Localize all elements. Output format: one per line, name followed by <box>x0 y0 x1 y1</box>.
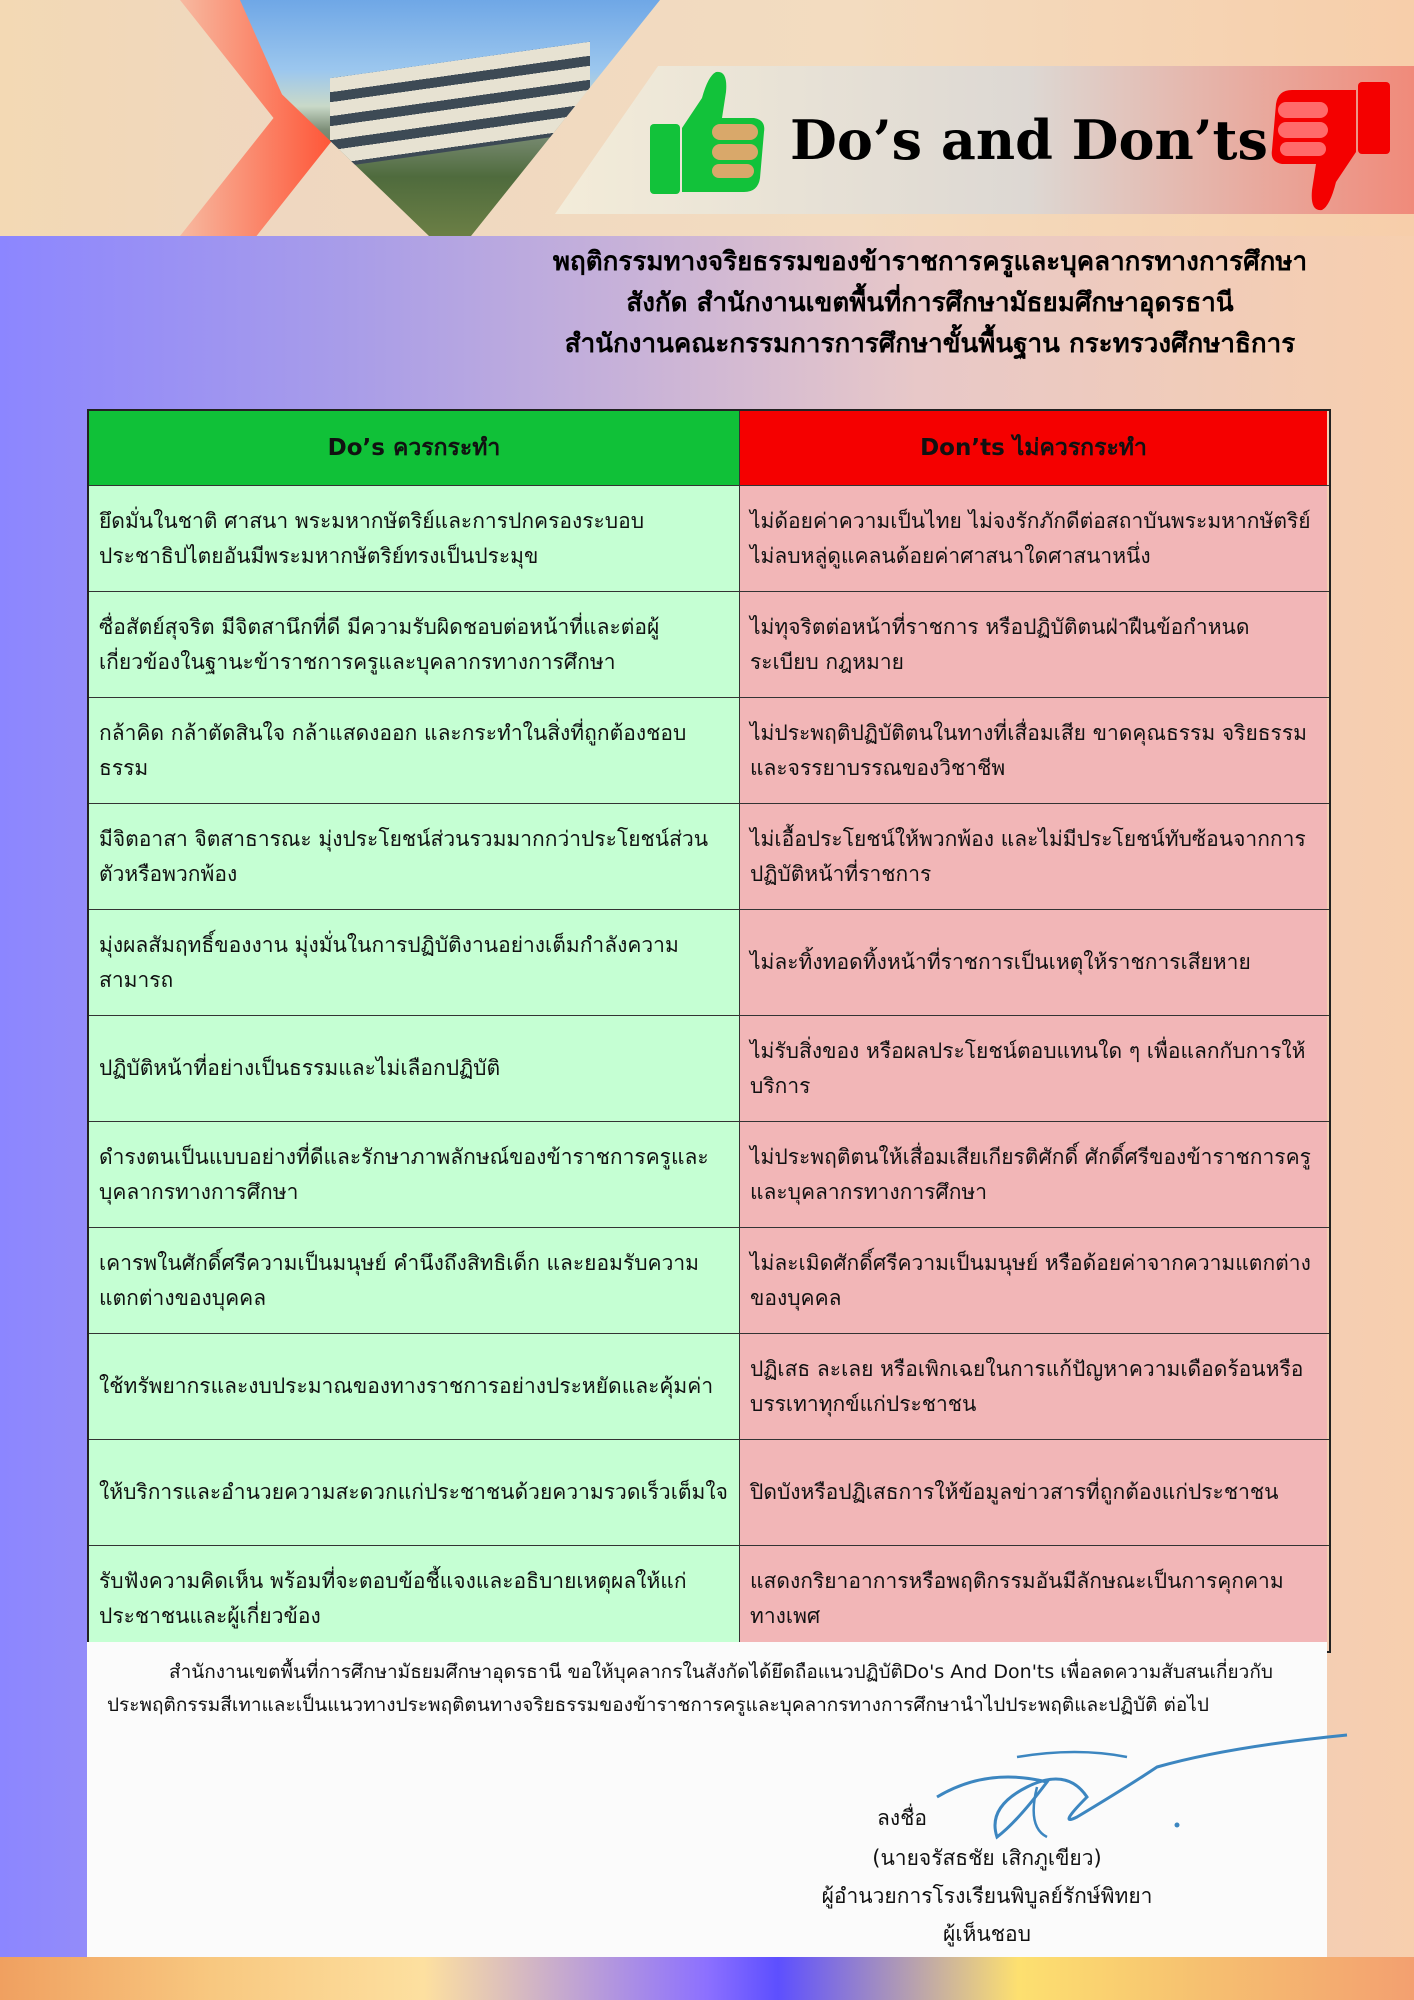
subtitle-line: สังกัด สำนักงานเขตพื้นที่การศึกษามัธยมศึกษาอุดรธานี <box>626 288 1234 318</box>
table-row <box>89 803 1329 909</box>
do-cell: ปฏิบัติหน้าที่อย่างเป็นธรรมและไม่เลือกปฏิบัติ <box>89 1016 740 1121</box>
dont-column-header: Don’ts ไม่ควรกระทำ <box>740 411 1327 485</box>
table-row <box>89 591 1329 697</box>
subtitle-line: พฤติกรรมทางจริยธรรมของข้าราชการครูและบุคลากรทางการศึกษา <box>552 247 1308 277</box>
signer-position: ผู้อำนวยการโรงเรียนพิบูลย์รักษ์พิทยา <box>821 1884 1153 1908</box>
signer-note: ผู้เห็นชอบ <box>943 1922 1031 1946</box>
table-header-row <box>89 411 1329 485</box>
table-row <box>89 697 1329 803</box>
table-row <box>89 1333 1329 1439</box>
do-cell: มุ่งผลสัมฤทธิ์ของงาน มุ่งมั่นในการปฏิบัติงานอย่างเต็มกำลังความสามารถ <box>89 910 740 1015</box>
do-cell: ใช้ทรัพยากรและงบประมาณของทางราชการอย่างประหยัดและคุ้มค่า <box>89 1334 740 1439</box>
do-column-header: Do’s ควรกระทำ <box>89 411 740 485</box>
dont-cell: แสดงกริยาอาการหรือพฤติกรรมอันมีลักษณะเป็นการคุกคามทางเพศ <box>740 1546 1327 1651</box>
dont-cell: ไม่ทุจริตต่อหน้าที่ราชการ หรือปฏิบัติตนฝ่าฝืนข้อกำหนด ระเบียบ กฎหมาย <box>740 592 1327 697</box>
dont-cell: ไม่รับสิ่งของ หรือผลประโยชน์ตอบแทนใด ๆ เพื่อแลกกับการให้บริการ <box>740 1016 1327 1121</box>
dont-cell: ไม่เอื้อประโยชน์ให้พวกพ้อง และไม่มีประโยชน์ทับซ้อนจากการปฏิบัติหน้าที่ราชการ <box>740 804 1327 909</box>
do-cell: ยึดมั่นในชาติ ศาสนา พระมหากษัตริย์และการปกครองระบอบประชาธิปไตยอันมีพระมหากษัตริย์ทรงเป็นประมุข <box>89 486 740 591</box>
do-cell: รับฟังความคิดเห็น พร้อมที่จะตอบข้อชี้แจงและอธิบายเหตุผลให้แก่ประชาชนและผู้เกี่ยวข้อง <box>89 1546 740 1651</box>
signature-mark <box>927 1727 1367 1847</box>
table-row <box>89 1545 1329 1651</box>
document-subtitle <box>470 242 1390 365</box>
dont-cell: ปิดบังหรือปฏิเสธการให้ข้อมูลข่าวสารที่ถูกต้องแก่ประชาชน <box>740 1440 1327 1545</box>
footer-panel <box>87 1642 1327 1957</box>
closing-paragraph: สำนักงานเขตพื้นที่การศึกษามัธยมศึกษาอุดรธานี ขอให้บุคลากรในสังกัดได้ยึดถือแนวปฏิบัติDo's And Don'ts เพื่อลดความสับสนเกี่ยวกับประพฤติกรรมสีเทาและเป็นแนวทางประพฤติตนทางจริยธรรมของข้าราชการครูและบุคลากรทางการศึกษานำไปประพฤติและปฏิบัติ ต่อไป <box>107 1661 1273 1716</box>
table-row <box>89 485 1329 591</box>
dont-cell: ปฏิเสธ ละเลย หรือเพิกเฉยในการแก้ปัญหาความเดือดร้อนหรือบรรเทาทุกข์แก่ประชาชน <box>740 1334 1327 1439</box>
dont-cell: ไม่ประพฤติตนให้เสื่อมเสียเกียรติศักดิ์ ศักดิ์ศรีของข้าราชการครูและบุคลากรทางการศึกษา <box>740 1122 1327 1227</box>
dont-cell: ไม่ละทิ้งทอดทิ้งหน้าที่ราชการเป็นเหตุให้ราชการเสียหาย <box>740 910 1327 1015</box>
thumbs-down-icon <box>1268 82 1390 214</box>
table-row <box>89 1015 1329 1121</box>
signer-name: (นายจรัสธชัย เสิกภูเขียว) <box>872 1846 1102 1870</box>
table-row <box>89 1121 1329 1227</box>
do-cell: มีจิตอาสา จิตสาธารณะ มุ่งประโยชน์ส่วนรวมมากกว่าประโยชน์ส่วนตัวหรือพวกพ้อง <box>89 804 740 909</box>
dont-cell: ไม่ละเมิดศักดิ์ศรีความเป็นมนุษย์ หรือด้อยค่าจากความแตกต่างของบุคคล <box>740 1228 1327 1333</box>
sign-label: ลงชื่อ <box>877 1806 927 1830</box>
thumbs-up-icon <box>650 68 768 196</box>
subtitle-line: สำนักงานคณะกรรมการการศึกษาขั้นพื้นฐาน กระทรวงศึกษาธิการ <box>564 329 1296 359</box>
do-cell: ดำรงตนเป็นแบบอย่างที่ดีและรักษาภาพลักษณ์ของข้าราชการครูและบุคลากรทางการศึกษา <box>89 1122 740 1227</box>
bottom-decorative-strip <box>0 1957 1414 2000</box>
do-cell: เคารพในศักดิ์ศรีความเป็นมนุษย์ คำนึงถึงสิทธิเด็ก และยอมรับความแตกต่างของบุคคล <box>89 1228 740 1333</box>
table-row <box>89 909 1329 1015</box>
dont-cell: ไม่ประพฤติปฏิบัติตนในทางที่เสื่อมเสีย ขาดคุณธรรม จริยธรรมและจรรยาบรรณของวิชาชีพ <box>740 698 1327 803</box>
table-row <box>89 1439 1329 1545</box>
table-row <box>89 1227 1329 1333</box>
dont-cell: ไม่ด้อยค่าความเป็นไทย ไม่จงรักภักดีต่อสถาบันพระมหากษัตริย์ ไม่ลบหลู่ดูแคลนด้อยค่าศาสนาใดศาสนาหนึ่ง <box>740 486 1327 591</box>
page-title: Do’s and Don’ts <box>790 108 1268 172</box>
do-cell: ซื่อสัตย์สุจริต มีจิตสานึกที่ดี มีความรับผิดชอบต่อหน้าที่และต่อผู้เกี่ยวข้องในฐานะข้าราชการครูและบุคลากรทางการศึกษา <box>89 592 740 697</box>
do-cell: กล้าคิด กล้าตัดสินใจ กล้าแสดงออก และกระทำในสิ่งที่ถูกต้องชอบธรรม <box>89 698 740 803</box>
do-cell: ให้บริการและอำนวยความสะดวกแก่ประชาชนด้วยความรวดเร็วเต็มใจ <box>89 1440 740 1545</box>
dos-donts-table <box>87 409 1331 1653</box>
